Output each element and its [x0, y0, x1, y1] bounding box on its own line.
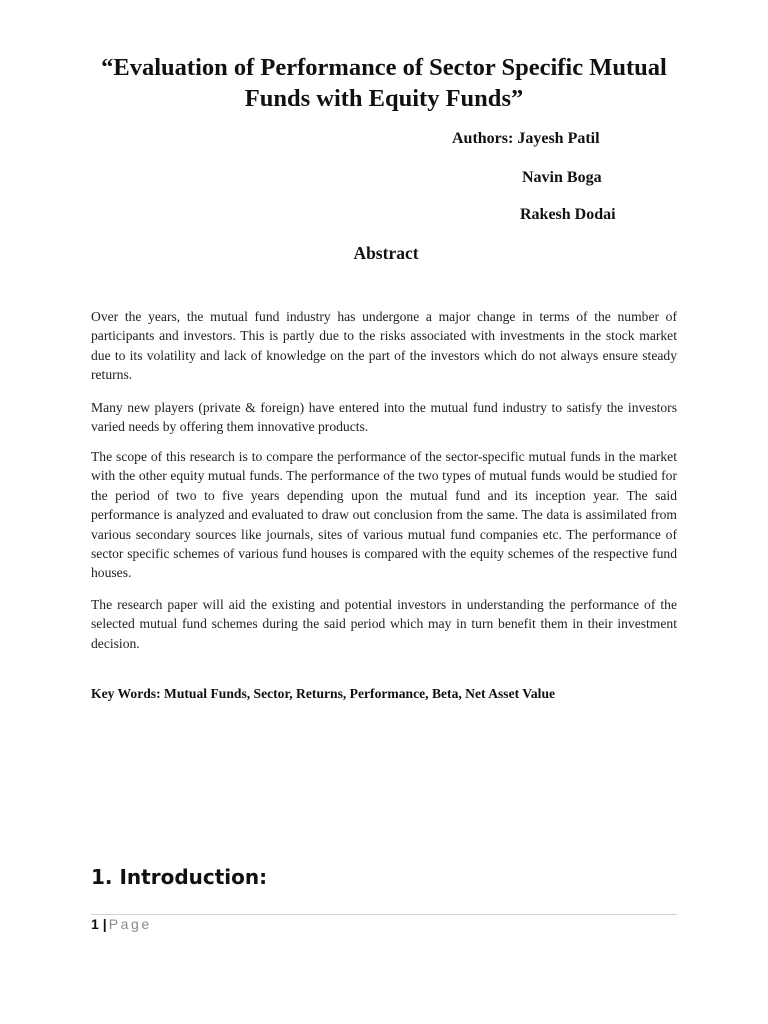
paper-title-line-2: Funds with Equity Funds” — [244, 85, 524, 112]
abstract-heading: Abstract — [353, 243, 419, 263]
page-number: 1 — [91, 916, 99, 932]
footer-separator: | — [102, 916, 107, 932]
author-name-2: Navin Boga — [522, 169, 602, 186]
footer-divider — [91, 914, 677, 915]
authors-line: Authors: Jayesh Patil — [452, 130, 600, 147]
abstract-paragraph-3: The scope of this research is to compare the performance of the sector-specific mutual funds in the market with the other equity mutual funds. The performance of the two types of mutual funds would be studied for the period of two to five years depending upon the mutual fund and its inception year. The said performance is analyzed and evaluated to draw out conclusion from the same. The data is assimilated from various secondary sources like journals, sites of various mutual fund companies etc. The performance of sector specific schemes of various fund houses is compared with the equity schemes of the respective fund houses. — [91, 449, 677, 581]
abstract-paragraph-1: Over the years, the mutual fund industry has undergone a major change in terms of the number of participants and investors. This is partly due to the risks associated with investments in the stock market due to its volatility and lack of knowledge on the part of the investors which do not always ensure steady returns. — [91, 309, 677, 383]
page-label: Page — [108, 916, 152, 932]
section-heading-introduction: 1. Introduction: — [91, 865, 268, 889]
paper-title — [60, 52, 708, 114]
abstract-paragraph-4: The research paper will aid the existing and potential investors in understanding the performance of the selected mutual fund schemes during the said period which may in turn benefit them in their investment decision. — [91, 597, 677, 651]
page-footer — [91, 915, 152, 933]
paper-title-line-1: “Evaluation of Performance of Sector Specific Mutual — [101, 54, 667, 81]
author-name-3: Rakesh Dodai — [520, 206, 616, 223]
abstract-paragraph-2: Many new players (private & foreign) have entered into the mutual fund industry to satisfy the investors varied needs by offering them innovative products. — [91, 400, 677, 435]
keywords-line: Key Words: Mutual Funds, Sector, Returns, Performance, Beta, Net Asset Value — [91, 686, 556, 701]
